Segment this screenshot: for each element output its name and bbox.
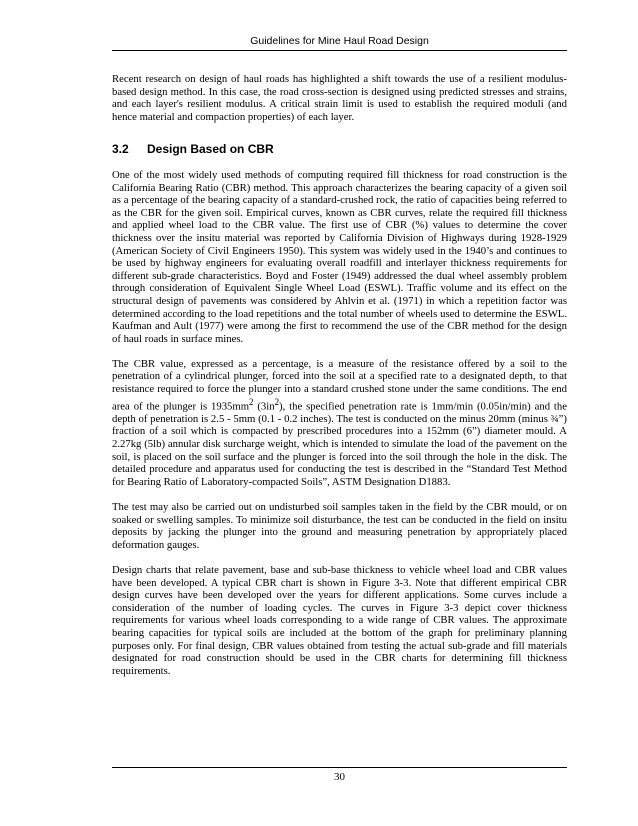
paragraph-field-testing: The test may also be carried out on undisturbed soil samples taken in the field by the CBR mould, or on soaked or swelling samples. To minimize soil disturbance, the test can be conducted in the field on insitu deposits by jacking the plunger into the ground and measuring penetration by appropriately placed deformation gauges. [112, 500, 567, 551]
superscript-2: 2 [249, 396, 254, 407]
paragraph-cbr-value [112, 358, 567, 489]
superscript-2: 2 [274, 396, 280, 407]
paragraph-cbr-value-part-3: ), the specified penetration rate is 1mm/min (0.05in/min) and the depth of penetration is 2.5 - 5mm (0.1 - 0.2 inches). The test is conducted on the minus 20mm (minus ¾”) fraction of a soil which is compacted by prescribed procedures into a 152mm (6”) diameter mould. A 2.27kg (5lb) annular disk surcharge weight, which is intended to simulate the load of the pavement on the soil, is placed on the soil surface and the plunger is forced into the soil through the hole in the disk. The detailed procedure and apparatus used for conducting the test is described in the “Standard Test Method for Bearing Ratio of Laboratory-compacted Soils”, ASTM Designation D1883. [112, 400, 567, 488]
page-number: 30 [334, 771, 345, 783]
document-title: Guidelines for Mine Haul Road Design [250, 35, 429, 47]
paragraph-cbr-value-part-2: (3in [253, 400, 275, 413]
section-title: Design Based on CBR [147, 142, 274, 157]
footer-rule [112, 767, 567, 768]
running-header [112, 35, 567, 51]
paragraph-cbr-value-part-1: The CBR value, expressed as a percentage, is a measure of the resistance offered by a soil to the penetration of a cylindrical plunger, forced into the soil at a specified rate to a designated depth, to that resistance required to force the plunger into a standard crushed stone under the same conditions. The end area of the plunger is 1935mm [112, 357, 567, 413]
section-heading [112, 143, 567, 156]
paragraph-resilient-modulus: Recent research on design of haul roads has highlighted a shift towards the use of a resilient modulus-based design method. In this case, the road cross-section is designed using predicted stresses and strains, and each layer's resilient modulus. A critical strain limit is used to establish the required moduli (and hence material and compaction properties) of each layer. [112, 73, 567, 123]
section-number: 3.2 [112, 142, 129, 157]
paragraph-cbr-method: One of the most widely used methods of computing required fill thickness for road construction is the California Bearing Ratio (CBR) method. This approach characterizes the bearing capacity of a given soil as a percentage of the bearing capacity of a standard-crushed rock, the ratio of capacities being referred to as the CBR for the given soil. Empirical curves, known as CBR curves, relate the required fill thickness and applied wheel load to the CBR value. The first use of CBR (%) values to determine the cover thickness over the insitu material was reported by California Division of Highways during 1928-1929 (American Society of Civil Engineers 1950). This system was widely used in the 1940’s and continues to be used by highway engineers for evaluating overall roadfill and interlayer thickness requirements for different sub-grade characteristics. Boyd and Foster (1949) addressed the dual wheel assembly problem through consideration of Equivalent Single Wheel Load (ESWL). Traffic volume and its effect on the structural design of pavements was considered by Ahlvin et al. (1971) in which a repetition factor was determined according to the load repetitions and the total number of wheels used to determine the ESWL. Kaufman and Ault (1977) were among the first to recommend the use of the CBR method for the design of haul roads in surface mines. [112, 168, 567, 345]
paragraph-design-charts: Design charts that relate pavement, base and sub-base thickness to vehicle wheel load and CBR values have been developed. A typical CBR chart is shown in Figure 3-3. Note that different empirical CBR design curves have been developed over the years for different applications. Some curves include a consideration of the number of loading cycles. The curves in Figure 3-3 depict cover thickness requirements for various wheel loads corresponding to a wide range of CBR values. The approximate bearing capacities for typical soils are included at the bottom of the graph for preliminary planning purposes only. For final design, CBR values obtained from testing the actual sub-grade and fill materials designated for road construction should be used in the CBR charts for determining fill thickness requirements. [112, 563, 567, 677]
page-body [112, 73, 567, 690]
